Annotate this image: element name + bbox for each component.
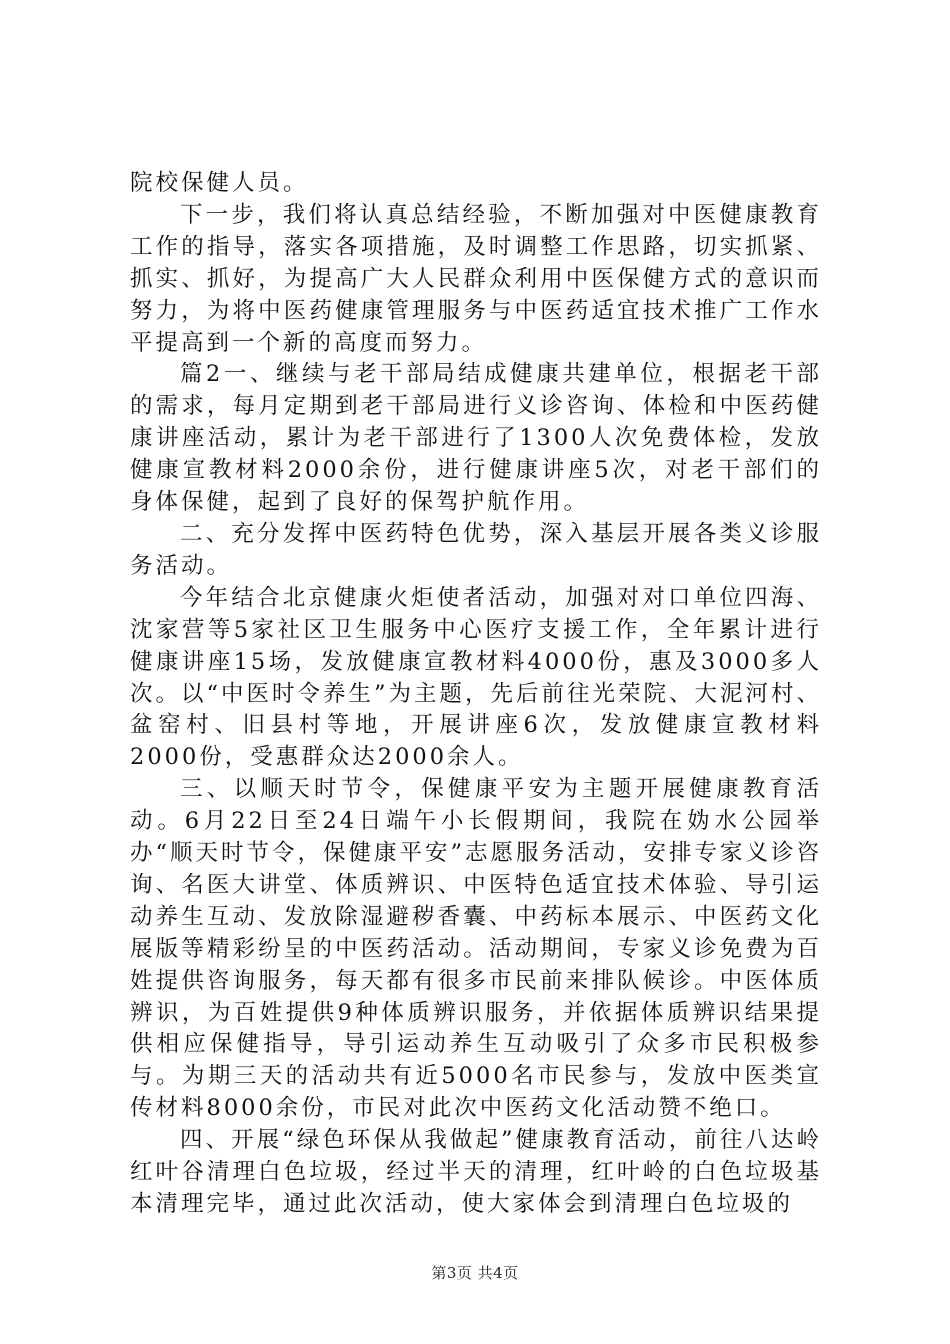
document-body: [130, 168, 822, 1221]
paragraph-5: 今年结合北京健康火炬使者活动，加强对对口单位四海、沈家营等5家社区卫生服务中心医疗支援工作，全年累计进行健康讲座15场，发放健康宣教材料4000份，惠及3000多人次。以“中医时令养生”为主题，先后前往光荣院、大泥河村、盆窑村、旧县村等地，开展讲座6次，发放健康宣教材料2000份，受惠群众达2000余人。: [130, 584, 823, 771]
page-number-label: 第3页 共4页: [431, 1264, 519, 1282]
paragraph-6: 三、以顺天时节令，保健康平安为主题开展健康教育活动。6月22日至24日端午小长假期间，我院在妫水公园举办“顺天时节令，保健康平安”志愿服务活动，安排专家义诊咨询、名医大讲堂、体质辨识、中医特色适宜技术体验、导引运动养生互动、发放除湿避秽香囊、中药标本展示、中医药文化展版等精彩纷呈的中医药活动。活动期间，专家义诊免费为百姓提供咨询服务，每天都有很多市民前来排队候诊。中医体质辨识，为百姓提供9种体质辨识服务，并依据体质辨识结果提供相应保健指导，导引运动养生互动吸引了众多市民积极参与。为期三天的活动共有近5000名市民参与，发放中医类宣传材料8000余份，市民对此次中医药文化活动赞不绝口。: [130, 776, 823, 1122]
page-footer: [0, 1262, 950, 1283]
paragraph-1: 院校保健人员。: [130, 170, 309, 196]
paragraph-3: 篇2一、继续与老干部局结成健康共建单位，根据老干部的需求，每月定期到老干部局进行义诊咨询、体检和中医药健康讲座活动，累计为老干部进行了1300人次免费体检，发放健康宣教材料2000余份，进行健康讲座5次，对老干部们的身体保健，起到了良好的保驾护航作用。: [130, 361, 822, 516]
paragraph-4: 二、充分发挥中医药特色优势，深入基层开展各类义诊服务活动。: [130, 520, 822, 579]
paragraph-7: 四、开展“绿色环保从我做起”健康教育活动，前往八达岭红叶谷清理白色垃圾，经过半天的清理，红叶岭的白色垃圾基本清理完毕，通过此次活动，使大家体会到清理白色垃圾的: [130, 1127, 822, 1217]
paragraph-2: 下一步，我们将认真总结经验，不断加强对中医健康教育工作的指导，落实各项措施，及时调整工作思路，切实抓紧、抓实、抓好，为提高广大人民群众利用中医保健方式的意识而努力，为将中医药健康管理服务与中医药适宜技术推广工作水平提高到一个新的高度而努力。: [130, 201, 822, 356]
